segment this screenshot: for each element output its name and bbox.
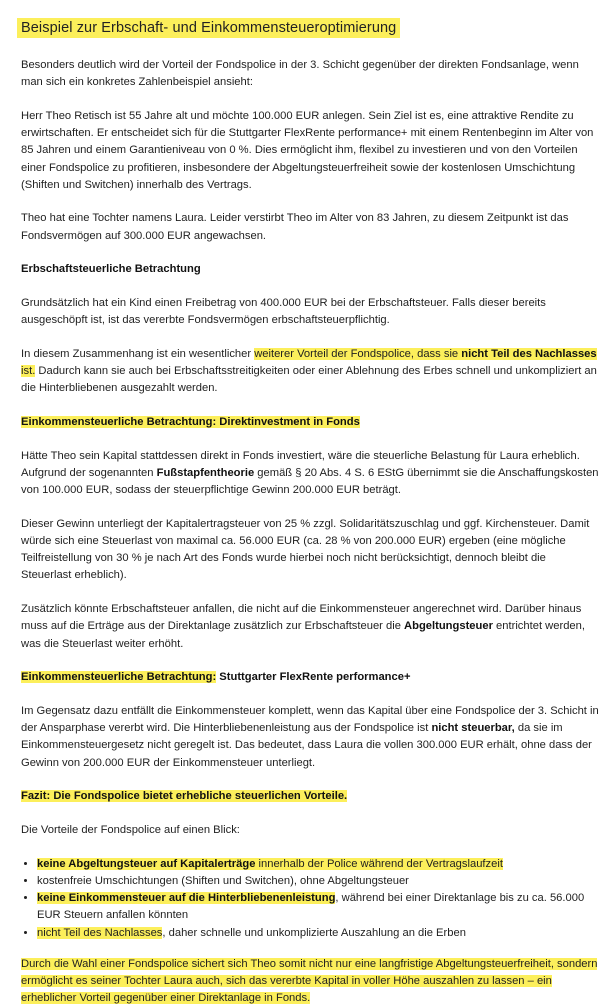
nachlass-e: Dadurch kann sie auch bei Erbschaftsstreitigkeiten oder einer Ablehnung des Erbes schnell und unkompliziert an die Hinterbliebenen ausgezahlt werden. bbox=[21, 365, 597, 395]
final-paragraph bbox=[21, 956, 599, 1007]
gegensatz-a: Im Gegensatz dazu entfällt die Einkommensteuer komplett, wenn das Kapital über eine Fondspolice der 3. Schicht in der Ansparphase vererbt wird. Die Hinterbliebenenleistung aus der Fondspolice ist bbox=[21, 704, 599, 735]
nachlass-d: ist. bbox=[21, 365, 36, 378]
bullet-3-rest: , daher schnelle und unkomplizierte Auszahlung an die Erben bbox=[162, 926, 466, 939]
zusaetzlich-paragraph bbox=[21, 601, 599, 653]
bullet-3-hl: nicht Teil des Nachlasses bbox=[37, 926, 163, 939]
heading-direktinvestment bbox=[21, 414, 599, 431]
bullet-0-hl: innerhalb der Police während der Vertragslaufzeit bbox=[255, 857, 503, 870]
haette-b: Fußstapfentheorie bbox=[156, 466, 255, 479]
heading-erbschaft-text: Erbschaftsteuerliche Betrachtung bbox=[21, 263, 201, 276]
title-wrap bbox=[21, 18, 599, 38]
heading-flexrente-b: Stuttgarter FlexRente performance+ bbox=[216, 671, 411, 684]
zusaetz-c: entrichtet werden, was die Steuerlast weiter erhöht. bbox=[21, 620, 585, 650]
nachlass-a: In diesem Zusammenhang ist ein wesentlicher bbox=[21, 347, 255, 360]
gegensatz-b: nicht steuerbar, bbox=[431, 722, 515, 735]
heading-direktinvestment-text: Einkommensteuerliche Betrachtung: Direktinvestment in Fonds bbox=[21, 416, 360, 429]
list-item bbox=[37, 873, 599, 890]
bullet-2-bold: keine Einkommensteuer auf die Hinterbliebenenleistung bbox=[37, 892, 336, 905]
nachlass-paragraph bbox=[21, 346, 599, 398]
heading-fazit bbox=[21, 788, 599, 805]
theo-paragraph: Herr Theo Retisch ist 55 Jahre alt und möchte 100.000 EUR anlegen. Sein Ziel ist es, eine attraktive Rendite zu erwirtschaften. Er entscheidet sich für die Stuttgarter FlexRente performance+ mit einem Rentenbeginn im Alter von 85 Jahren und einem Garantieniveau von 0 %. Dies ermöglicht ihm, flexibel zu investieren und von den Vorteilen einer Fondspolice zu profitieren, insbesondere der Abgeltungsteuerfreiheit sowie der kostenlosen Umschichtung (Shiften und Switchen) innerhalb des Vertrags. bbox=[21, 109, 594, 191]
list-item bbox=[37, 856, 599, 873]
freibetrag-paragraph: Grundsätzlich hat ein Kind einen Freibetrag von 400.000 EUR bei der Erbschaftsteuer. Falls dieser bereits ausgeschöpft ist, ist das vererbte Fondsvermögen erbschaftsteuerpflichtig. bbox=[21, 297, 546, 327]
advantages-list bbox=[21, 856, 599, 942]
intro-paragraph: Besonders deutlich wird der Vorteil der Fondspolice in der 3. Schicht gegenüber der direkten Fondsanlage, wenn man sich ein konkretes Zahlenbeispiel ansieht: bbox=[21, 59, 579, 89]
haette-a: Hätte Theo sein Kapital stattdessen direkt in Fonds investiert, wäre die steuerliche Belastung für Laura erheblich. Aufgrund der sogenannten bbox=[21, 449, 580, 479]
laura-paragraph: Theo hat eine Tochter namens Laura. Leider verstirbt Theo im Alter von 83 Jahren, zu diesem Zeitpunkt ist das Fondsvermögen auf 300.000 EUR angewachsen. bbox=[21, 212, 569, 242]
gewinn-paragraph: Dieser Gewinn unterliegt der Kapitalertragsteuer von 25 % zzgl. Solidaritätszuschlag und ggf. Kirchensteuer. Damit würde sich eine Steuerlast von maximal ca. 56.000 EUR (ca. 28 % von 200.000 EUR) ergeben (eine mögliche Teilfreistellung von 30 % je nach Art des Fonds wurde hierbei noch nicht berücksichtigt, dennoch bleibt die Steuerlast erheblich). bbox=[21, 517, 590, 582]
page-title: Beispiel zur Erbschaft- und Einkommensteueroptimierung bbox=[17, 18, 400, 38]
heading-fazit-text: Fazit: Die Fondspolice bietet erhebliche steuerlichen Vorteile. bbox=[21, 790, 348, 803]
heading-flexrente bbox=[21, 669, 599, 686]
nachlass-c: nicht Teil des Nachlasses bbox=[461, 347, 597, 360]
list-item bbox=[37, 890, 599, 924]
nachlass-b: weiterer Vorteil der Fondspolice, dass sie bbox=[254, 347, 462, 360]
gegensatz-paragraph bbox=[21, 703, 599, 772]
zusaetz-b: Abgeltungsteuer bbox=[404, 620, 493, 633]
zusaetz-a: Zusätzlich könnte Erbschaftsteuer anfallen, die nicht auf die Einkommensteuer angerechnet wird. Darüber hinaus muss auf die Erträge aus der Direktanlage zusätzlich zur Erbschaftsteuer die bbox=[21, 603, 582, 633]
list-item bbox=[37, 925, 599, 942]
blick-paragraph: Die Vorteile der Fondspolice auf einen Blick: bbox=[21, 824, 240, 836]
gegensatz-c: da sie im Einkommensteuergesetz nicht geregelt ist. Das bedeutet, dass Laura die vollen 300.000 EUR erhält, ohne dass der Gewinn von 200.000 EUR der Einkommensteuer unterliegt. bbox=[21, 722, 592, 769]
final-text: Durch die Wahl einer Fondspolice sichert sich Theo somit nicht nur eine langfristige Abgeltungsteuerfreiheit, sondern ermöglicht es seiner Tochter Laura auch, sich das vererbte Kapital in voller Höhe auszahlen zu lassen – ein erheblicher Vorteil gegenüber einer Direktanlage in Fonds. bbox=[21, 957, 598, 1005]
bullet-0-bold: keine Abgeltungsteuer auf Kapitalerträge bbox=[37, 857, 256, 870]
bullet-2-rest: , während bei einer Direktanlage bis zu ca. 56.000 EUR Steuern anfallen könnten bbox=[37, 892, 585, 922]
heading-erbschaft bbox=[21, 261, 599, 278]
haette-paragraph bbox=[21, 448, 599, 500]
bullet-1-text: kostenfreie Umschichtungen (Shiften und Switchen), ohne Abgeltungsteuer bbox=[37, 874, 409, 887]
heading-flexrente-a: Einkommensteuerliche Betrachtung: bbox=[21, 671, 217, 684]
haette-c: gemäß § 20 Abs. 4 S. 6 EStG übernimmt sie die Anschaffungskosten von 100.000 EUR, sodass der steuerpflichtige Gewinn 200.000 EUR beträgt. bbox=[21, 466, 599, 497]
